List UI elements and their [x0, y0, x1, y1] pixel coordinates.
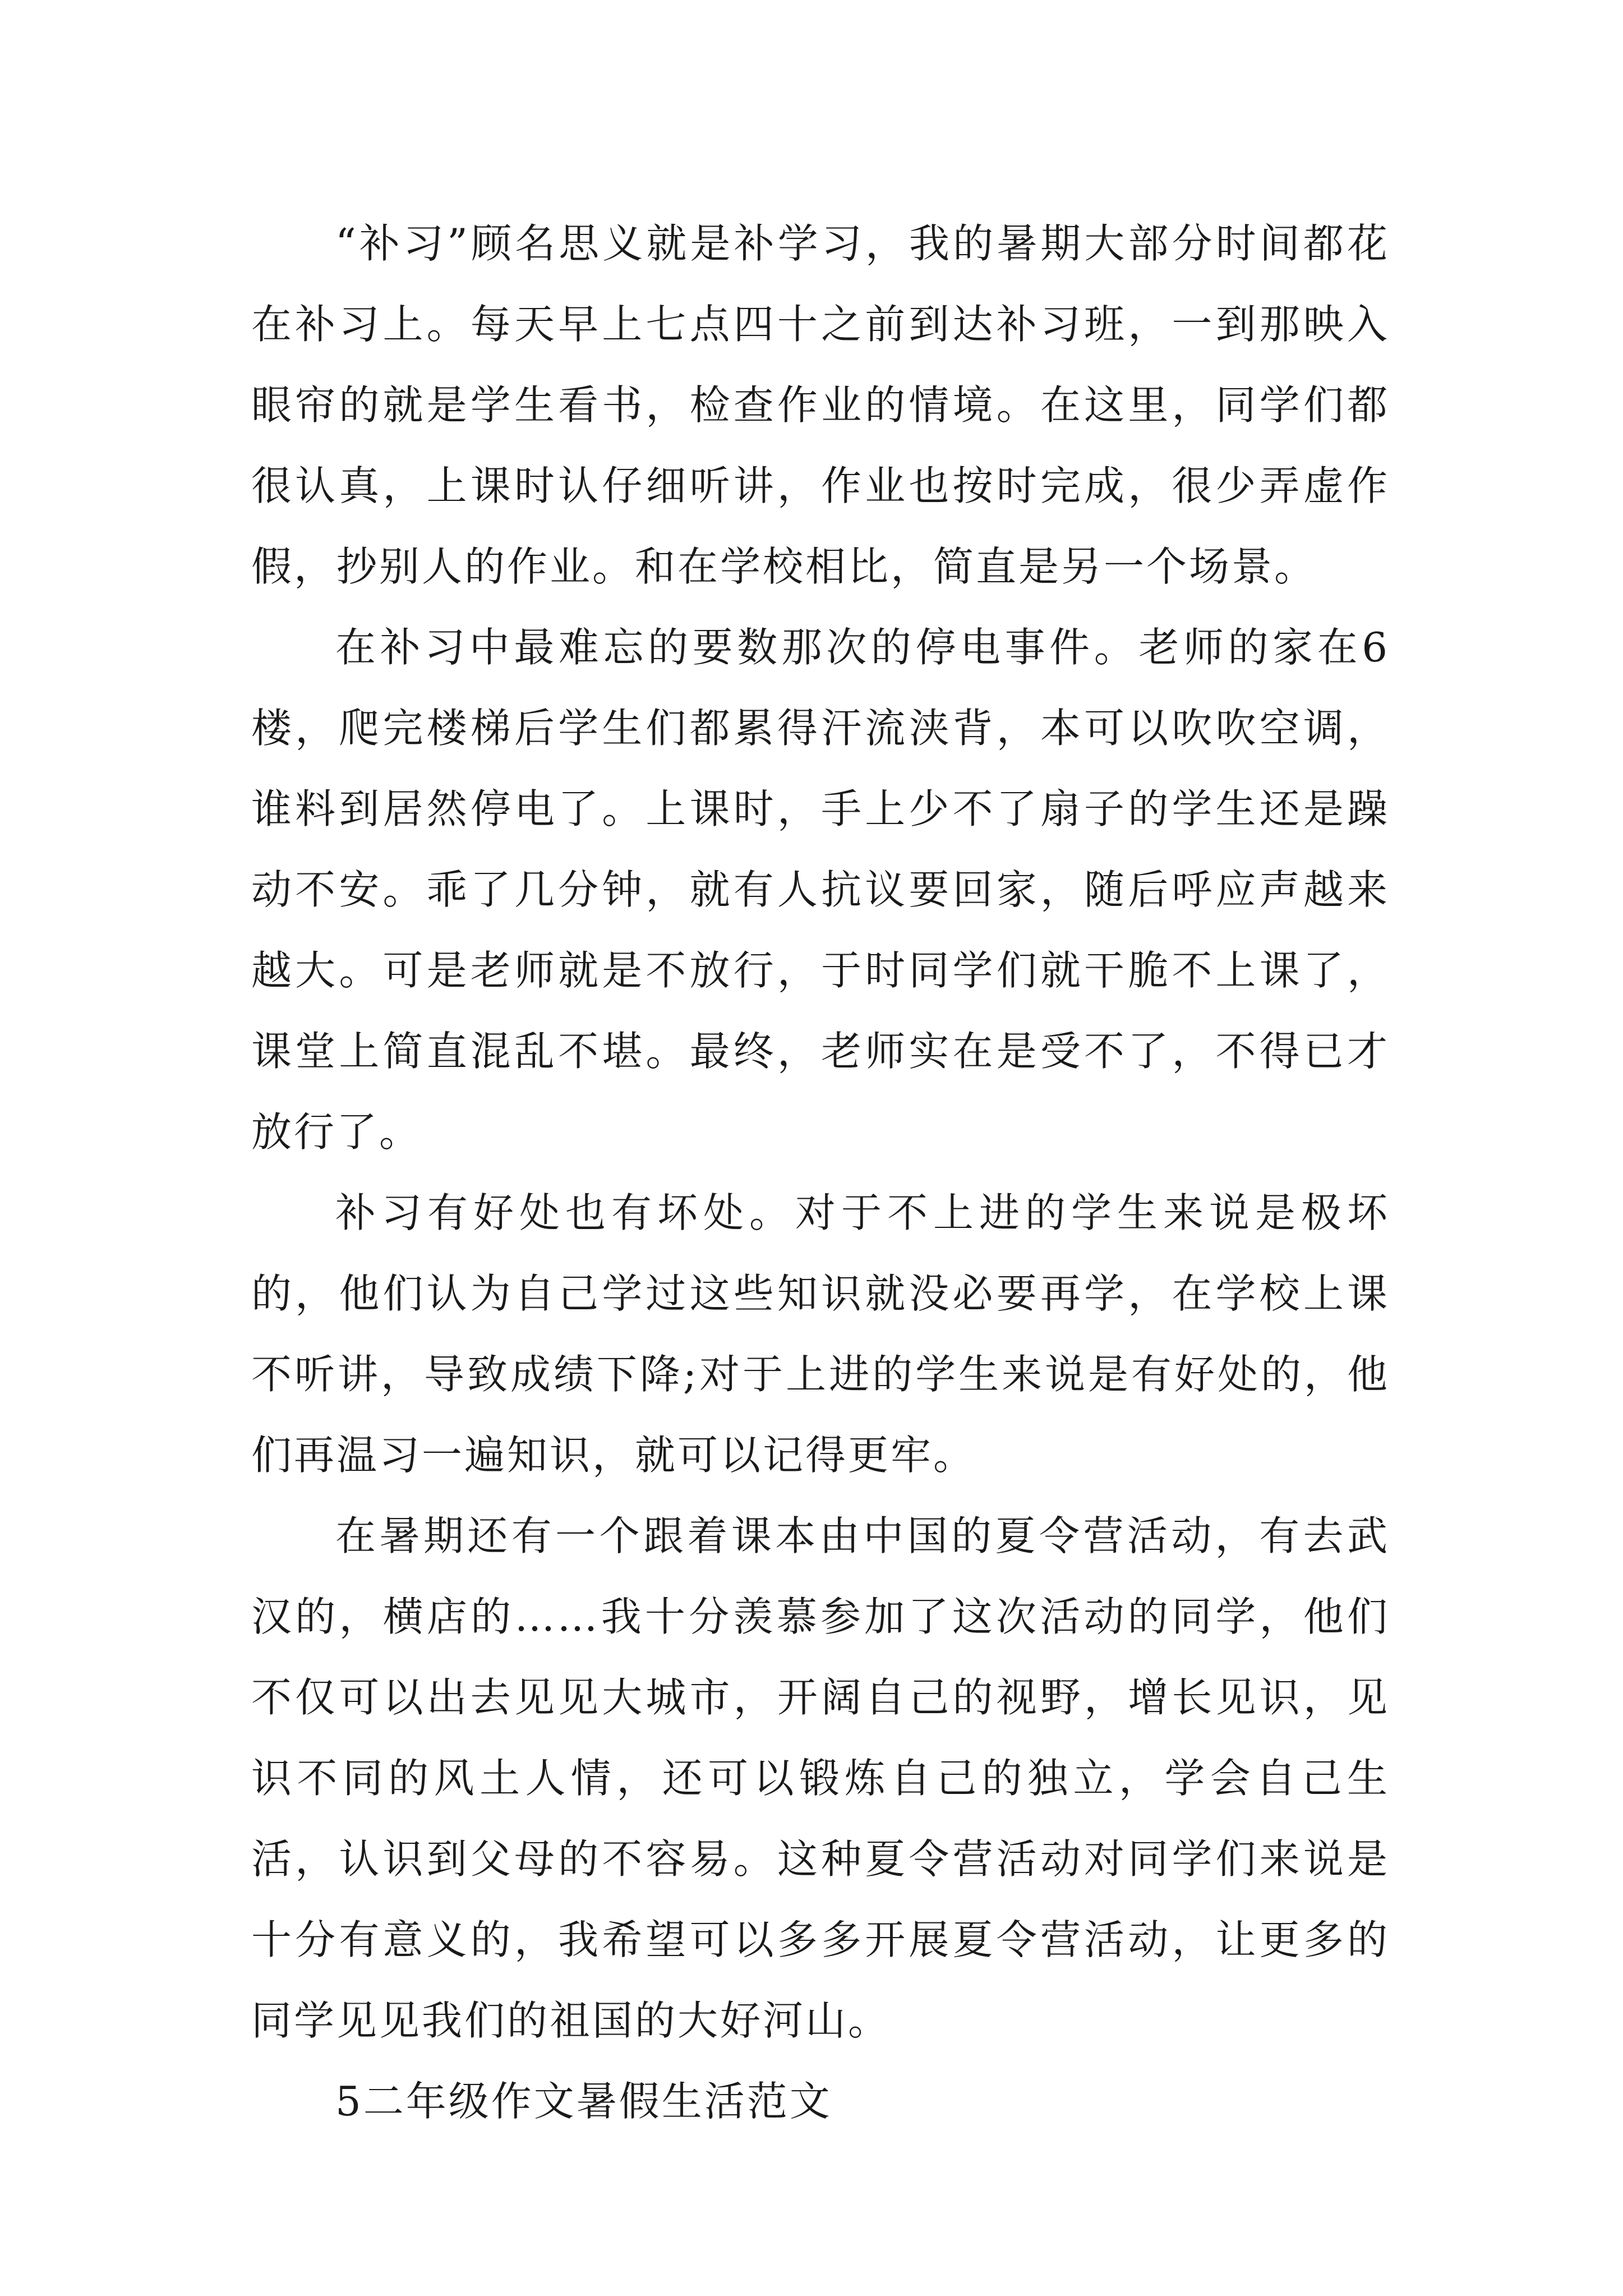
paragraph-pros-cons: 补习有好处也有坏处。对于不上进的学生来说是极坏的，他们认为自己学过这些知识就没必要再学，在学校上课不听讲，导致成绩下降;对于上进的学生来说是有好处的，他们再温习一遍知识，就可以记得更牢。 — [251, 1189, 1390, 1479]
paragraph-summer-camp: 在暑期还有一个跟着课本由中国的夏令营活动，有去武汉的，横店的……我十分羡慕参加了这次活动的同学，他们不仅可以出去见见大城市，开阔自己的视野，增长见识，见识不同的风土人情，还可以锻炼自己的独立，学会自己生活，认识到父母的不容易。这种夏令营活动对同学们来说是十分有意义的，我希望可以多多开展夏令营活动，让更多的同学见见我们的祖国的大好河山。 — [251, 1512, 1390, 2044]
document-body — [251, 203, 1390, 2142]
section-heading: 5二年级作文暑假生活范文 — [335, 2078, 832, 2125]
paragraph-power-outage: 在补习中最难忘的要数那次的停电事件。老师的家在6楼，爬完楼梯后学生们都累得汗流浃背，本可以吹吹空调，谁料到居然停电了。上课时，手上少不了扇子的学生还是躁动不安。乖了几分钟，就有人抗议要回家，随后呼应声越来越大。可是老师就是不放行，于时同学们就干脆不上课了，课堂上简直混乱不堪。最终，老师实在是受不了，不得已才放行了。 — [251, 624, 1390, 1156]
paragraph-tutoring-intro: “补习”顾名思义就是补学习，我的暑期大部分时间都花在补习上。每天早上七点四十之前到达补习班，一到那映入眼帘的就是学生看书，检查作业的情境。在这里，同学们都很认真，上课时认仔细听讲，作业也按时完成，很少弄虚作假，抄别人的作业。和在学校相比，简直是另一个场景。 — [251, 220, 1390, 590]
